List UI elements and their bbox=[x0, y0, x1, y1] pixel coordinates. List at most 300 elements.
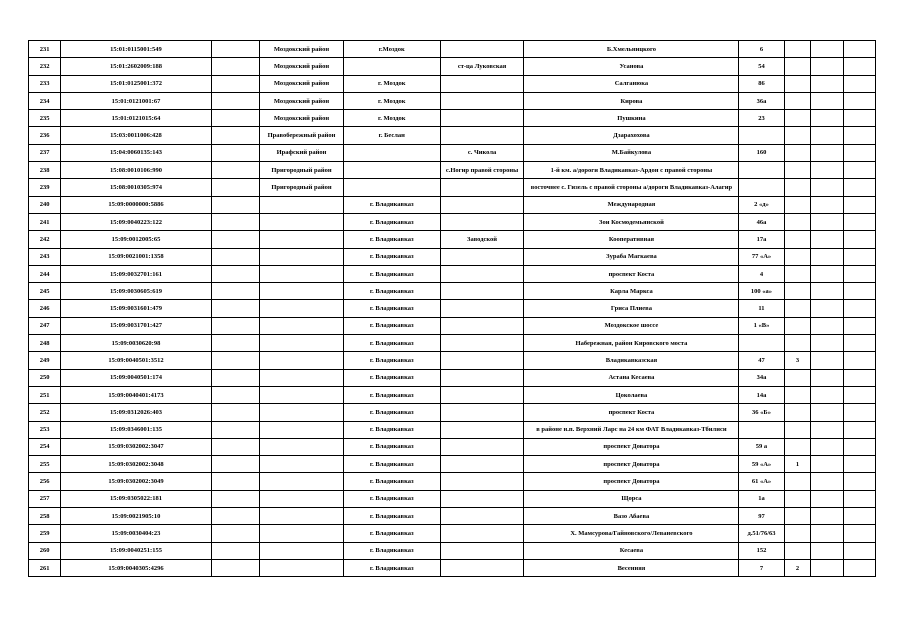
city-cell: г. Владикавказ bbox=[343, 213, 440, 230]
street-cell: М.Байкулова bbox=[524, 144, 739, 161]
table-row bbox=[29, 179, 876, 196]
blank-cell bbox=[843, 41, 875, 58]
blank-cell bbox=[811, 542, 843, 559]
street-cell: Зураба Магкаева bbox=[524, 248, 739, 265]
street-cell: Зои Космодемьянской bbox=[524, 213, 739, 230]
blank-cell bbox=[843, 231, 875, 248]
street-cell: Набережная, район Кировского моста bbox=[524, 335, 739, 352]
district-cell bbox=[260, 404, 344, 421]
street-cell: Кооперативная bbox=[524, 231, 739, 248]
district-cell: Ирафский район bbox=[260, 144, 344, 161]
settlement-cell bbox=[440, 438, 524, 455]
extra-number-cell bbox=[784, 335, 811, 352]
district-cell bbox=[260, 265, 344, 282]
row-number-cell: 253 bbox=[29, 421, 61, 438]
row-number-cell: 233 bbox=[29, 75, 61, 92]
blank-cell bbox=[843, 473, 875, 490]
extra-number-cell bbox=[784, 525, 811, 542]
district-cell: Правобережный район bbox=[260, 127, 344, 144]
city-cell: г. Владикавказ bbox=[343, 386, 440, 403]
house-number-cell: 46а bbox=[739, 213, 784, 230]
settlement-cell bbox=[440, 473, 524, 490]
row-number-cell: 245 bbox=[29, 283, 61, 300]
district-cell bbox=[260, 542, 344, 559]
row-number-cell: 239 bbox=[29, 179, 61, 196]
blank-cell bbox=[211, 127, 259, 144]
table-row bbox=[29, 248, 876, 265]
district-cell: Моздокский район bbox=[260, 41, 344, 58]
settlement-cell bbox=[440, 559, 524, 576]
city-cell bbox=[343, 179, 440, 196]
district-cell: Моздокский район bbox=[260, 92, 344, 109]
extra-number-cell bbox=[784, 404, 811, 421]
blank-cell bbox=[843, 421, 875, 438]
city-cell: г. Владикавказ bbox=[343, 369, 440, 386]
blank-cell bbox=[843, 542, 875, 559]
house-number-cell: 2 «д» bbox=[739, 196, 784, 213]
blank-cell bbox=[843, 508, 875, 525]
blank-cell bbox=[843, 352, 875, 369]
row-number-cell: 236 bbox=[29, 127, 61, 144]
street-cell: Кирова bbox=[524, 92, 739, 109]
extra-number-cell bbox=[784, 92, 811, 109]
blank-cell bbox=[843, 213, 875, 230]
street-cell: Дзарахохова bbox=[524, 127, 739, 144]
cadastral-number-cell: 15:03:0011006:428 bbox=[61, 127, 211, 144]
house-number-cell: 59 а bbox=[739, 438, 784, 455]
settlement-cell bbox=[440, 127, 524, 144]
blank-cell bbox=[811, 41, 843, 58]
settlement-cell bbox=[440, 421, 524, 438]
extra-number-cell bbox=[784, 369, 811, 386]
cadastral-number-cell: 15:09:0302002:3049 bbox=[61, 473, 211, 490]
street-cell: проспект Доватора bbox=[524, 456, 739, 473]
blank-cell bbox=[211, 92, 259, 109]
blank-cell bbox=[211, 317, 259, 334]
cadastral-number-cell: 15:09:0031701:427 bbox=[61, 317, 211, 334]
blank-cell bbox=[843, 127, 875, 144]
settlement-cell: с. Чикола bbox=[440, 144, 524, 161]
house-number-cell: 100 «а» bbox=[739, 283, 784, 300]
blank-cell bbox=[811, 369, 843, 386]
table-row bbox=[29, 404, 876, 421]
house-number-cell: 97 bbox=[739, 508, 784, 525]
table-row bbox=[29, 283, 876, 300]
blank-cell bbox=[811, 386, 843, 403]
blank-cell bbox=[211, 404, 259, 421]
district-cell bbox=[260, 213, 344, 230]
table-row bbox=[29, 127, 876, 144]
row-number-cell: 244 bbox=[29, 265, 61, 282]
house-number-cell: 59 «А» bbox=[739, 456, 784, 473]
city-cell: г. Владикавказ bbox=[343, 421, 440, 438]
blank-cell bbox=[211, 369, 259, 386]
table-row bbox=[29, 92, 876, 109]
extra-number-cell bbox=[784, 508, 811, 525]
house-number-cell: 6 bbox=[739, 41, 784, 58]
extra-number-cell bbox=[784, 110, 811, 127]
extra-number-cell bbox=[784, 162, 811, 179]
street-cell: Б.Хмельницкого bbox=[524, 41, 739, 58]
blank-cell bbox=[811, 265, 843, 282]
settlement-cell bbox=[440, 352, 524, 369]
row-number-cell: 249 bbox=[29, 352, 61, 369]
blank-cell bbox=[211, 421, 259, 438]
extra-number-cell bbox=[784, 300, 811, 317]
house-number-cell: 36 «Б» bbox=[739, 404, 784, 421]
city-cell: г. Владикавказ bbox=[343, 248, 440, 265]
district-cell bbox=[260, 421, 344, 438]
city-cell bbox=[343, 58, 440, 75]
register-sheet bbox=[28, 40, 876, 577]
blank-cell bbox=[811, 456, 843, 473]
street-cell: Кесаева bbox=[524, 542, 739, 559]
settlement-cell bbox=[440, 508, 524, 525]
street-cell: Владикавказская bbox=[524, 352, 739, 369]
cadastral-number-cell: 15:09:0040501:3512 bbox=[61, 352, 211, 369]
district-cell bbox=[260, 438, 344, 455]
table-row bbox=[29, 386, 876, 403]
cadastral-number-cell: 15:09:0040251:155 bbox=[61, 542, 211, 559]
settlement-cell bbox=[440, 525, 524, 542]
settlement-cell bbox=[440, 265, 524, 282]
city-cell: г. Владикавказ bbox=[343, 490, 440, 507]
row-number-cell: 260 bbox=[29, 542, 61, 559]
district-cell bbox=[260, 369, 344, 386]
row-number-cell: 255 bbox=[29, 456, 61, 473]
blank-cell bbox=[211, 386, 259, 403]
settlement-cell: с.Ногир правой стороны bbox=[440, 162, 524, 179]
settlement-cell bbox=[440, 110, 524, 127]
settlement-cell bbox=[440, 386, 524, 403]
extra-number-cell bbox=[784, 196, 811, 213]
extra-number-cell bbox=[784, 386, 811, 403]
blank-cell bbox=[811, 335, 843, 352]
extra-number-cell bbox=[784, 283, 811, 300]
settlement-cell bbox=[440, 404, 524, 421]
street-cell: Салганюка bbox=[524, 75, 739, 92]
extra-number-cell bbox=[784, 179, 811, 196]
row-number-cell: 259 bbox=[29, 525, 61, 542]
blank-cell bbox=[811, 248, 843, 265]
house-number-cell: 54 bbox=[739, 58, 784, 75]
blank-cell bbox=[811, 404, 843, 421]
district-cell bbox=[260, 559, 344, 576]
extra-number-cell: 2 bbox=[784, 559, 811, 576]
house-number-cell bbox=[739, 127, 784, 144]
settlement-cell bbox=[440, 248, 524, 265]
city-cell: г. Владикавказ bbox=[343, 300, 440, 317]
cadastral-number-cell: 15:09:0032701:161 bbox=[61, 265, 211, 282]
street-cell: восточнее с. Гизель с правой стороны а/дороги Владикавказ-Алагир bbox=[524, 179, 739, 196]
cadastral-number-cell: 15:09:0012005:65 bbox=[61, 231, 211, 248]
street-cell: Щорса bbox=[524, 490, 739, 507]
table-row bbox=[29, 58, 876, 75]
settlement-cell bbox=[440, 335, 524, 352]
cadastral-number-cell: 15:04:0060135:143 bbox=[61, 144, 211, 161]
table-row bbox=[29, 508, 876, 525]
settlement-cell bbox=[440, 317, 524, 334]
house-number-cell: 86 bbox=[739, 75, 784, 92]
blank-cell bbox=[811, 213, 843, 230]
street-cell: Гриса Плиева bbox=[524, 300, 739, 317]
house-number-cell: 17а bbox=[739, 231, 784, 248]
blank-cell bbox=[843, 58, 875, 75]
district-cell bbox=[260, 456, 344, 473]
table-row bbox=[29, 213, 876, 230]
city-cell: г. Владикавказ bbox=[343, 352, 440, 369]
cadastral-number-cell: 15:09:0040501:174 bbox=[61, 369, 211, 386]
blank-cell bbox=[843, 456, 875, 473]
table-row bbox=[29, 369, 876, 386]
blank-cell bbox=[211, 213, 259, 230]
district-cell bbox=[260, 473, 344, 490]
table-row bbox=[29, 335, 876, 352]
district-cell bbox=[260, 196, 344, 213]
city-cell: г. Моздок bbox=[343, 75, 440, 92]
row-number-cell: 231 bbox=[29, 41, 61, 58]
table-row bbox=[29, 110, 876, 127]
city-cell bbox=[343, 162, 440, 179]
row-number-cell: 238 bbox=[29, 162, 61, 179]
extra-number-cell bbox=[784, 265, 811, 282]
house-number-cell: 160 bbox=[739, 144, 784, 161]
table-row bbox=[29, 144, 876, 161]
city-cell: г. Владикавказ bbox=[343, 508, 440, 525]
street-cell: проспект Коста bbox=[524, 265, 739, 282]
settlement-cell bbox=[440, 213, 524, 230]
blank-cell bbox=[843, 317, 875, 334]
district-cell: Пригородный район bbox=[260, 179, 344, 196]
house-number-cell bbox=[739, 162, 784, 179]
blank-cell bbox=[211, 508, 259, 525]
blank-cell bbox=[211, 196, 259, 213]
district-cell bbox=[260, 300, 344, 317]
table-row bbox=[29, 300, 876, 317]
extra-number-cell bbox=[784, 75, 811, 92]
blank-cell bbox=[811, 179, 843, 196]
cadastral-number-cell: 15:09:0000000:5886 bbox=[61, 196, 211, 213]
extra-number-cell bbox=[784, 144, 811, 161]
table-row bbox=[29, 542, 876, 559]
blank-cell bbox=[211, 162, 259, 179]
blank-cell bbox=[211, 490, 259, 507]
cadastral-number-cell: 15:09:0305022:181 bbox=[61, 490, 211, 507]
district-cell bbox=[260, 386, 344, 403]
district-cell: Моздокский район bbox=[260, 75, 344, 92]
settlement-cell bbox=[440, 179, 524, 196]
blank-cell bbox=[843, 248, 875, 265]
blank-cell bbox=[811, 421, 843, 438]
city-cell: г. Владикавказ bbox=[343, 196, 440, 213]
house-number-cell bbox=[739, 179, 784, 196]
blank-cell bbox=[811, 473, 843, 490]
blank-cell bbox=[211, 58, 259, 75]
blank-cell bbox=[811, 283, 843, 300]
cadastral-number-cell: 15:09:0030404:23 bbox=[61, 525, 211, 542]
blank-cell bbox=[843, 265, 875, 282]
extra-number-cell bbox=[784, 473, 811, 490]
district-cell: Моздокский район bbox=[260, 110, 344, 127]
blank-cell bbox=[811, 75, 843, 92]
extra-number-cell bbox=[784, 438, 811, 455]
blank-cell bbox=[843, 369, 875, 386]
cadastral-number-cell: 15:09:0021001:1358 bbox=[61, 248, 211, 265]
house-number-cell: 14а bbox=[739, 386, 784, 403]
street-cell: Х. Мамсурова/Гайновского/Леваневского bbox=[524, 525, 739, 542]
blank-cell bbox=[843, 300, 875, 317]
street-cell: проспект Доватора bbox=[524, 438, 739, 455]
table-row bbox=[29, 473, 876, 490]
street-cell: проспект Доватора bbox=[524, 473, 739, 490]
city-cell bbox=[343, 144, 440, 161]
row-number-cell: 247 bbox=[29, 317, 61, 334]
district-cell bbox=[260, 490, 344, 507]
blank-cell bbox=[811, 127, 843, 144]
blank-cell bbox=[811, 58, 843, 75]
settlement-cell bbox=[440, 369, 524, 386]
blank-cell bbox=[811, 317, 843, 334]
blank-cell bbox=[211, 456, 259, 473]
district-cell bbox=[260, 525, 344, 542]
blank-cell bbox=[843, 110, 875, 127]
blank-cell bbox=[811, 490, 843, 507]
cadastral-number-cell: 15:09:0040401:4173 bbox=[61, 386, 211, 403]
city-cell: г. Моздок bbox=[343, 92, 440, 109]
blank-cell bbox=[811, 231, 843, 248]
blank-cell bbox=[811, 196, 843, 213]
row-number-cell: 242 bbox=[29, 231, 61, 248]
row-number-cell: 254 bbox=[29, 438, 61, 455]
city-cell: г. Владикавказ bbox=[343, 317, 440, 334]
row-number-cell: 232 bbox=[29, 58, 61, 75]
house-number-cell: 1а bbox=[739, 490, 784, 507]
extra-number-cell bbox=[784, 231, 811, 248]
settlement-cell bbox=[440, 300, 524, 317]
city-cell: г. Владикавказ bbox=[343, 335, 440, 352]
street-cell: Пушкина bbox=[524, 110, 739, 127]
settlement-cell bbox=[440, 41, 524, 58]
house-number-cell: 77 «А» bbox=[739, 248, 784, 265]
row-number-cell: 261 bbox=[29, 559, 61, 576]
cadastral-number-cell: 15:09:0346001:135 bbox=[61, 421, 211, 438]
blank-cell bbox=[211, 41, 259, 58]
blank-cell bbox=[211, 144, 259, 161]
city-cell: г. Владикавказ bbox=[343, 265, 440, 282]
blank-cell bbox=[211, 179, 259, 196]
house-number-cell: д.51/76/63 bbox=[739, 525, 784, 542]
street-cell: Международная bbox=[524, 196, 739, 213]
row-number-cell: 248 bbox=[29, 335, 61, 352]
blank-cell bbox=[211, 335, 259, 352]
blank-cell bbox=[211, 265, 259, 282]
blank-cell bbox=[211, 525, 259, 542]
cadastral-number-cell: 15:01:0115001:549 bbox=[61, 41, 211, 58]
blank-cell bbox=[211, 75, 259, 92]
table-row bbox=[29, 559, 876, 576]
row-number-cell: 246 bbox=[29, 300, 61, 317]
extra-number-cell bbox=[784, 127, 811, 144]
extra-number-cell bbox=[784, 41, 811, 58]
street-cell: Вазо Абаева bbox=[524, 508, 739, 525]
cadastral-number-cell: 15:01:2602009:188 bbox=[61, 58, 211, 75]
city-cell: г. Владикавказ bbox=[343, 231, 440, 248]
row-number-cell: 257 bbox=[29, 490, 61, 507]
settlement-cell bbox=[440, 283, 524, 300]
blank-cell bbox=[211, 110, 259, 127]
cadastral-number-cell: 15:08:0010305:974 bbox=[61, 179, 211, 196]
table-row bbox=[29, 490, 876, 507]
table-row bbox=[29, 265, 876, 282]
house-number-cell: 1 «В» bbox=[739, 317, 784, 334]
blank-cell bbox=[811, 508, 843, 525]
district-cell bbox=[260, 508, 344, 525]
cadastral-number-cell: 15:08:0010106:990 bbox=[61, 162, 211, 179]
blank-cell bbox=[811, 110, 843, 127]
blank-cell bbox=[843, 144, 875, 161]
row-number-cell: 235 bbox=[29, 110, 61, 127]
blank-cell bbox=[843, 162, 875, 179]
blank-cell bbox=[211, 559, 259, 576]
extra-number-cell bbox=[784, 213, 811, 230]
cadastral-number-cell: 15:01:0121001:67 bbox=[61, 92, 211, 109]
blank-cell bbox=[811, 162, 843, 179]
street-cell: Карла Маркса bbox=[524, 283, 739, 300]
blank-cell bbox=[843, 92, 875, 109]
row-number-cell: 237 bbox=[29, 144, 61, 161]
house-number-cell: 11 bbox=[739, 300, 784, 317]
blank-cell bbox=[211, 542, 259, 559]
blank-cell bbox=[811, 352, 843, 369]
table-row bbox=[29, 421, 876, 438]
settlement-cell bbox=[440, 542, 524, 559]
settlement-cell: ст-ца Луковская bbox=[440, 58, 524, 75]
table-row bbox=[29, 162, 876, 179]
blank-cell bbox=[811, 525, 843, 542]
blank-cell bbox=[843, 404, 875, 421]
extra-number-cell bbox=[784, 490, 811, 507]
city-cell: г. Владикавказ bbox=[343, 283, 440, 300]
table-row bbox=[29, 352, 876, 369]
city-cell: г. Владикавказ bbox=[343, 559, 440, 576]
blank-cell bbox=[211, 283, 259, 300]
street-cell: в районе н.п. Верхний Ларс на 24 км ФАТ Владикавказ-Тбилиси bbox=[524, 421, 739, 438]
cadastral-number-cell: 15:09:0302002:3047 bbox=[61, 438, 211, 455]
blank-cell bbox=[211, 300, 259, 317]
street-cell: 1-й км. а/дороги Владикавказ-Ардон с правой стороны bbox=[524, 162, 739, 179]
extra-number-cell bbox=[784, 58, 811, 75]
blank-cell bbox=[211, 248, 259, 265]
settlement-cell bbox=[440, 490, 524, 507]
extra-number-cell bbox=[784, 421, 811, 438]
row-number-cell: 234 bbox=[29, 92, 61, 109]
district-cell: Моздокский район bbox=[260, 58, 344, 75]
blank-cell bbox=[211, 438, 259, 455]
blank-cell bbox=[211, 231, 259, 248]
district-cell bbox=[260, 352, 344, 369]
house-number-cell: 47 bbox=[739, 352, 784, 369]
cadastral-number-cell: 15:09:0302002:3048 bbox=[61, 456, 211, 473]
blank-cell bbox=[811, 559, 843, 576]
row-number-cell: 243 bbox=[29, 248, 61, 265]
city-cell: г. Беслан bbox=[343, 127, 440, 144]
row-number-cell: 250 bbox=[29, 369, 61, 386]
row-number-cell: 252 bbox=[29, 404, 61, 421]
city-cell: г. Владикавказ bbox=[343, 456, 440, 473]
house-number-cell: 23 bbox=[739, 110, 784, 127]
house-number-cell: 7 bbox=[739, 559, 784, 576]
district-cell bbox=[260, 317, 344, 334]
